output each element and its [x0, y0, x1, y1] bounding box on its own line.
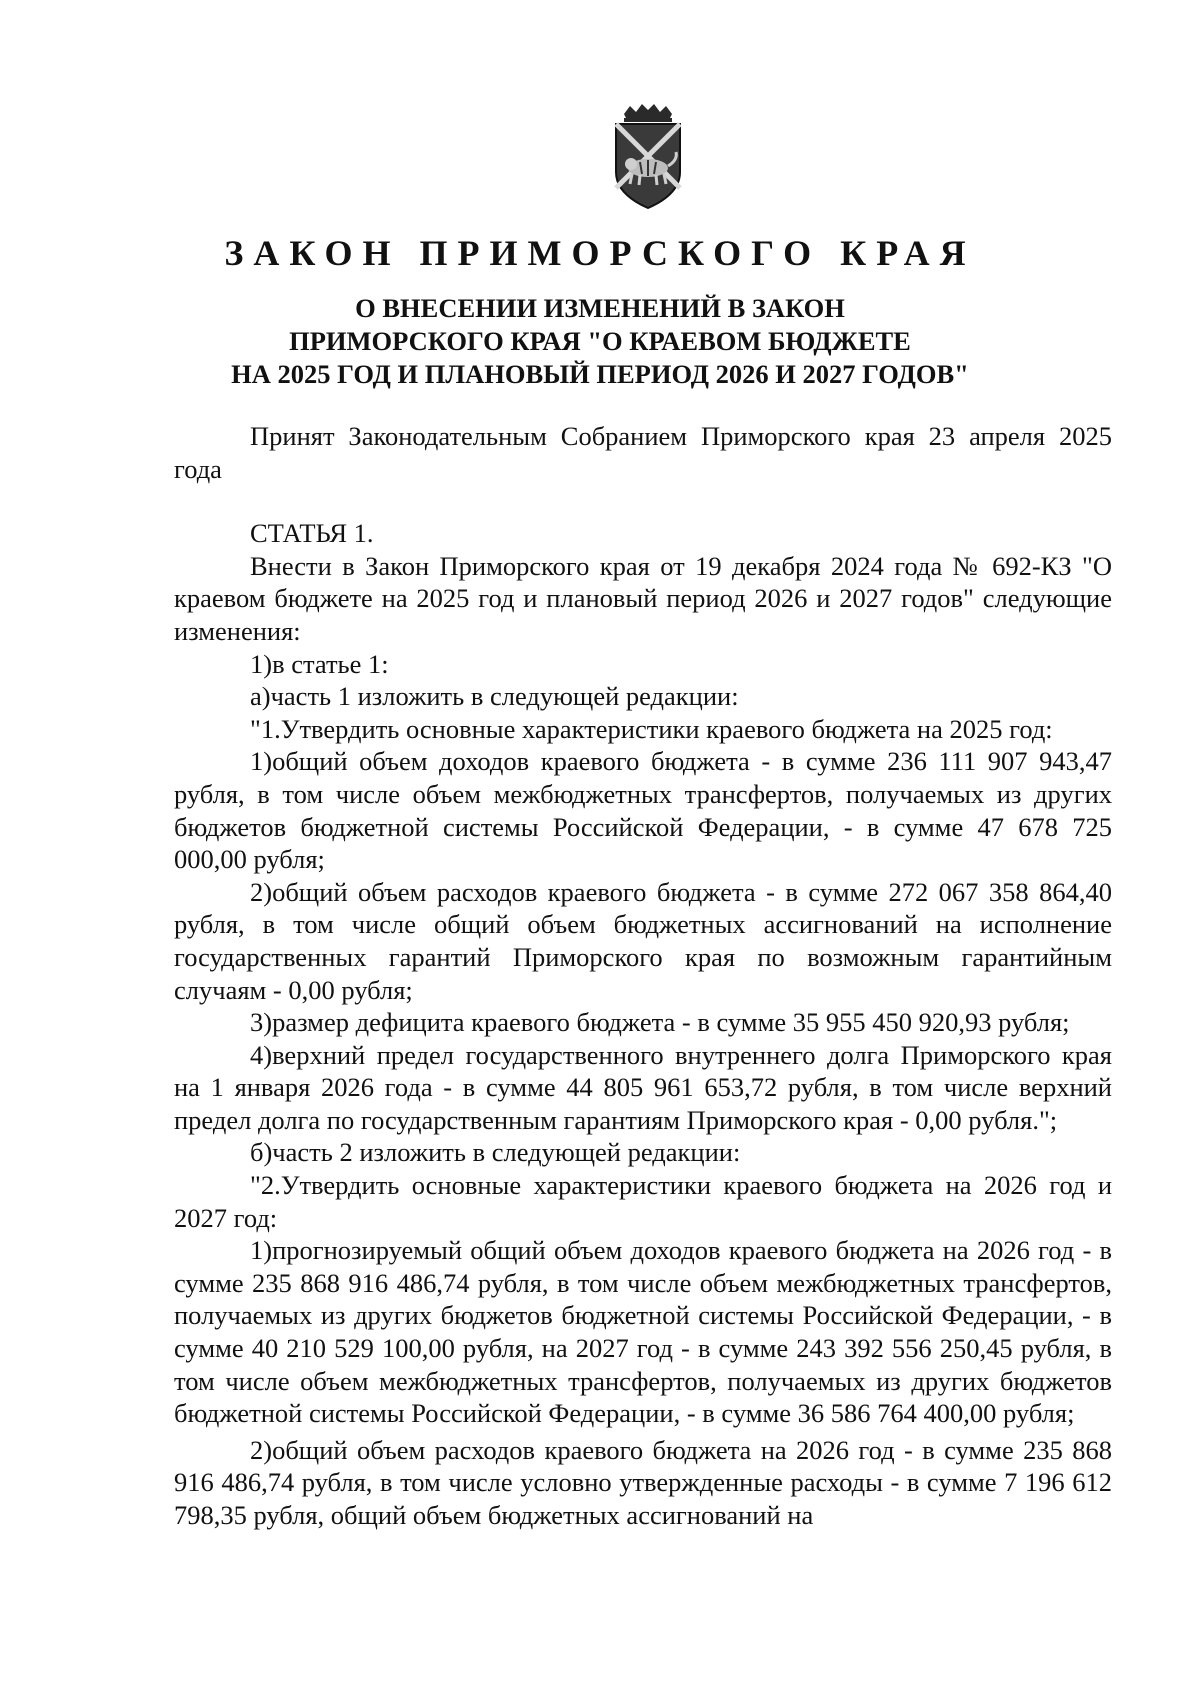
paragraph: а)часть 1 изложить в следующей редакции:	[250, 681, 739, 712]
paragraph: 3)размер дефицита краевого бюджета - в сумме 35 955 450 920,93 рубля;	[250, 1007, 1070, 1038]
paragraph: 1)общий объем доходов краевого бюджета - в сумме 236 111 907 943,47 рубля, в том числе объем межбюджетных трансфертов, получаемых из других бюджетов бюджетной системы Российской Федерации, - в сумме 47 678 725 000,00 рубля;	[174, 746, 1112, 875]
paragraph: "1.Утвердить основные характеристики краевого бюджета на 2025 год:	[250, 713, 1053, 744]
law-title-line: ПРИМОРСКОГО КРАЯ "О КРАЕВОМ БЮДЖЕТЕ	[289, 326, 911, 356]
adoption-note: Принят Законодательным Собранием Приморского края 23 апреля 2025 года	[174, 421, 1112, 484]
paragraph: 2)общий объем расходов краевого бюджета - в сумме 272 067 358 864,40 рубля, в том числе общий объем бюджетных ассигнований на исполнение государственных гарантий Приморского края по возможным гарантийным случаям - 0,00 рубля;	[174, 876, 1112, 1005]
paragraph: 1)прогнозируемый общий объем доходов краевого бюджета на 2026 год - в сумме 235 868 916 486,74 рубля, в том числе объем межбюджетных трансфертов, получаемых из других бюджетов бюджетной системы Российской Федерации, - в сумме 40 210 529 100,00 рубля, на 2027 год - в сумме 243 392 556 250,45 рубля, в том числе объем межбюджетных трансфертов, получаемых из других бюджетов бюджетной системы Российской Федерации, - в сумме 36 586 764 400,00 рубля;	[174, 1235, 1112, 1429]
law-heading: ЗАКОН ПРИМОРСКОГО КРАЯ	[224, 233, 976, 273]
article-heading: СТАТЬЯ 1.	[250, 518, 374, 549]
law-title	[180, 292, 1020, 391]
paragraph: 1)в статье 1:	[250, 648, 389, 679]
paragraph: 4)верхний предел государственного внутреннего долга Приморского края на 1 января 2026 года - в сумме 44 805 961 653,72 рубля, в том числе верхний предел долга по государственным гарантиям Приморского края - 0,00 рубля.";	[174, 1039, 1112, 1135]
law-title-line: О ВНЕСЕНИИ ИЗМЕНЕНИЙ В ЗАКОН	[355, 293, 845, 323]
law-body	[174, 420, 1112, 1532]
law-title-line: НА 2025 ГОД И ПЛАНОВЫЙ ПЕРИОД 2026 И 2027 ГОДОВ"	[231, 359, 969, 389]
coat-of-arms-emblem	[606, 104, 690, 212]
paragraph: б)часть 2 изложить в следующей редакции:	[250, 1137, 741, 1168]
paragraph: 2)общий объем расходов краевого бюджета на 2026 год - в сумме 235 868 916 486,74 рубля, в том числе условно утвержденные расходы - в сумме 7 196 612 798,35 рубля, общий объем бюджетных ассигнований на	[174, 1434, 1112, 1530]
paragraph: "2.Утвердить основные характеристики краевого бюджета на 2026 год и 2027 год:	[174, 1170, 1112, 1233]
paragraph: Внести в Закон Приморского края от 19 декабря 2024 года № 692-КЗ "О краевом бюджете на 2025 год и плановый период 2026 и 2027 годов" следующие изменения:	[174, 550, 1112, 646]
